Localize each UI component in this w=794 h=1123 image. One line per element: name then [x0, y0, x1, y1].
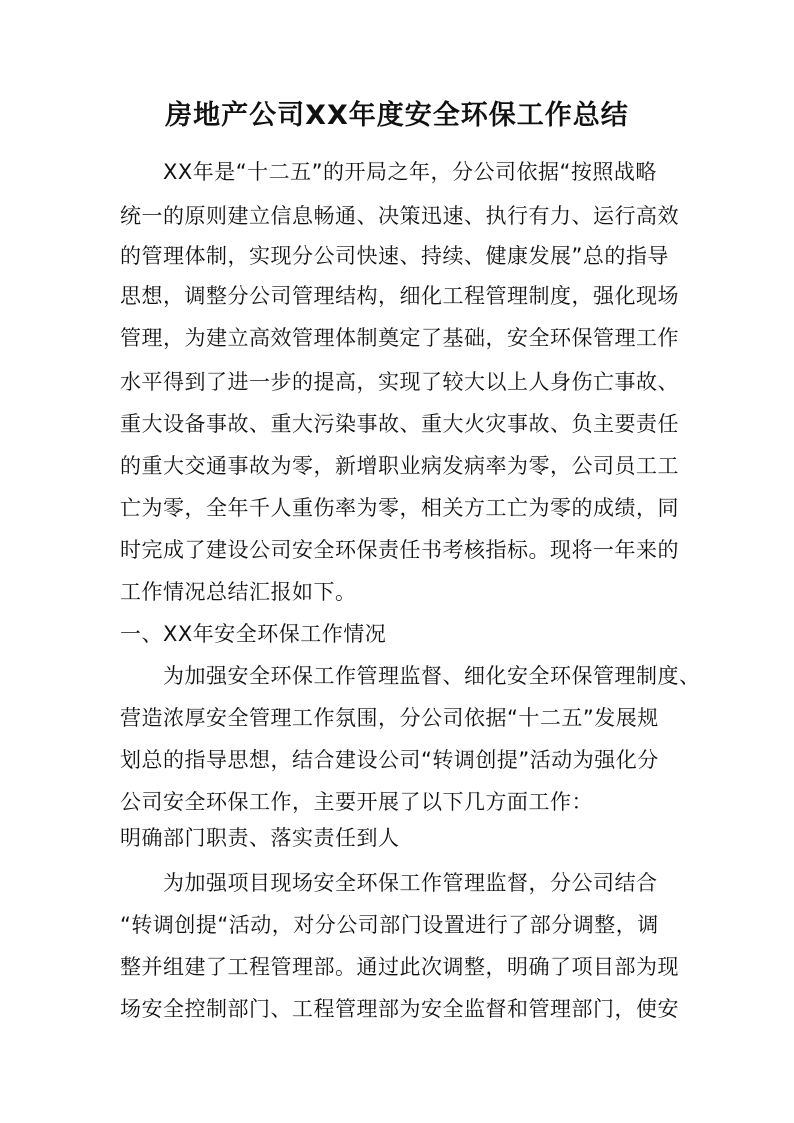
paragraph-line: 的管理体制，实现分公司快速、持续、健康发展”总的指导 [120, 244, 669, 268]
paragraph-line: “转调创提“活动，对分公司部门设置进行了部分调整，调 [120, 913, 659, 937]
section-heading: 一、XX年安全环保工作情况 [120, 622, 387, 646]
paragraph-line: 划总的指导思想，结合建设公司“转调创提”活动为强化分 [120, 748, 659, 772]
paragraph-line: XX年是“十二五”的开局之年，分公司依据“按照战略 [163, 160, 657, 184]
document-title: 房地产公司XX年度安全环保工作总结 [165, 100, 629, 131]
paragraph-line: 场安全控制部门、工程管理部为安全监督和管理部门，使安 [120, 997, 679, 1021]
paragraph-line: 统一的原则建立信息畅通、决策迅速、执行有力、运行高效 [120, 204, 679, 228]
paragraph-line: 为加强项目现场安全环保工作管理监督，分公司结合 [163, 871, 658, 895]
paragraph-line: 为加强安全环保工作管理监督、细化安全环保管理制度、 [163, 664, 701, 688]
paragraph-line: 公司安全环保工作，主要开展了以下几方面工作： [120, 790, 593, 814]
paragraph-line: 水平得到了进一步的提高，实现了较大以上人身伤亡事故、 [120, 370, 679, 394]
paragraph-line: 营造浓厚安全管理工作氛围，分公司依据“十二五”发展规 [120, 706, 659, 730]
paragraph-line: 的重大交通事故为零，新增职业病发病率为零，公司员工工 [120, 454, 679, 478]
paragraph-line: 工作情况总结汇报如下。 [120, 580, 357, 604]
paragraph-line: 重大设备事故、重大污染事故、重大火灾事故、负主要责任 [120, 412, 679, 436]
paragraph-line: 思想，调整分公司管理结构，细化工程管理制度，强化现场 [120, 284, 679, 308]
paragraph-line: 亡为零，全年千人重伤率为零，相关方工亡为零的成绩，同 [120, 496, 679, 520]
subsection-heading: 明确部门职责、落实责任到人 [120, 826, 400, 850]
paragraph-line: 整并组建了工程管理部。通过此次调整，明确了项目部为现 [120, 955, 679, 979]
paragraph-line: 管理，为建立高效管理体制奠定了基础，安全环保管理工作 [120, 326, 679, 350]
paragraph-line: 时完成了建设公司安全环保责任书考核指标。现将一年来的 [120, 538, 679, 562]
